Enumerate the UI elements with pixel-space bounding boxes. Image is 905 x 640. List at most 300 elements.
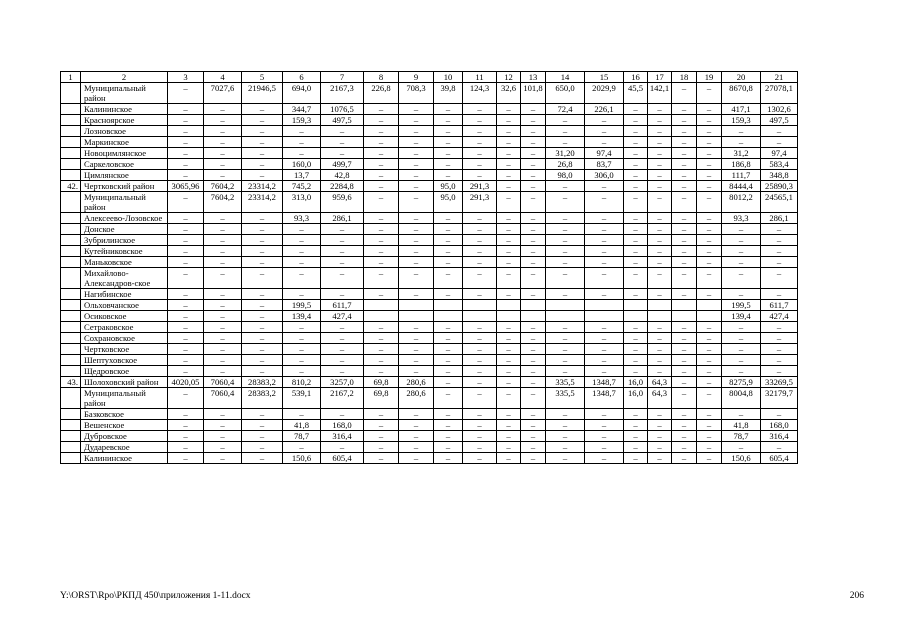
value-cell: – — [624, 126, 648, 137]
value-cell: – — [204, 333, 242, 344]
value-cell: – — [399, 246, 434, 257]
value-cell: – — [399, 181, 434, 192]
value-cell: – — [364, 344, 399, 355]
value-cell: – — [242, 137, 283, 148]
value-cell: – — [521, 431, 546, 442]
value-cell: – — [434, 409, 463, 420]
value-cell: – — [648, 289, 672, 300]
value-cell: – — [585, 442, 624, 453]
territory-name-cell: Саркеловское — [81, 159, 168, 170]
value-cell: – — [463, 246, 497, 257]
value-cell: – — [204, 104, 242, 115]
value-cell: – — [463, 453, 497, 464]
value-cell: – — [321, 148, 364, 159]
row-number-cell — [61, 115, 81, 126]
value-cell — [463, 300, 497, 311]
value-cell: – — [434, 246, 463, 257]
value-cell: 1348,7 — [585, 377, 624, 388]
value-cell: – — [242, 344, 283, 355]
value-cell: 583,4 — [761, 159, 798, 170]
value-cell: – — [497, 333, 521, 344]
value-cell: – — [434, 442, 463, 453]
value-cell: – — [364, 289, 399, 300]
value-cell: – — [364, 409, 399, 420]
table-row — [61, 442, 798, 453]
value-cell — [434, 300, 463, 311]
value-cell: – — [283, 246, 321, 257]
value-cell: – — [648, 213, 672, 224]
value-cell: – — [624, 170, 648, 181]
value-cell: – — [672, 268, 697, 289]
value-cell: 7604,2 — [204, 192, 242, 213]
value-cell: 1348,7 — [585, 388, 624, 409]
value-cell: – — [434, 224, 463, 235]
value-cell: – — [497, 235, 521, 246]
row-number-cell — [61, 257, 81, 268]
value-cell: – — [168, 300, 204, 311]
value-cell: – — [463, 377, 497, 388]
value-cell: – — [242, 159, 283, 170]
value-cell: – — [697, 377, 722, 388]
value-cell: 111,7 — [722, 170, 761, 181]
value-cell: – — [672, 246, 697, 257]
territory-name-cell: Зубрилинское — [81, 235, 168, 246]
value-cell: 124,3 — [463, 83, 497, 104]
value-cell: – — [521, 104, 546, 115]
value-cell: – — [399, 235, 434, 246]
value-cell: – — [546, 126, 585, 137]
value-cell: – — [697, 137, 722, 148]
value-cell: – — [168, 104, 204, 115]
value-cell: – — [168, 192, 204, 213]
value-cell: – — [321, 322, 364, 333]
value-cell: – — [697, 159, 722, 170]
value-cell: – — [624, 420, 648, 431]
row-number-cell — [61, 268, 81, 289]
value-cell: 21946,5 — [242, 83, 283, 104]
value-cell: – — [672, 83, 697, 104]
value-cell: – — [321, 442, 364, 453]
value-cell: – — [521, 137, 546, 148]
value-cell: – — [242, 235, 283, 246]
territory-name-cell: Маркинское — [81, 137, 168, 148]
value-cell: – — [521, 453, 546, 464]
value-cell: – — [168, 213, 204, 224]
value-cell: 3065,96 — [168, 181, 204, 192]
value-cell: – — [242, 409, 283, 420]
value-cell: 150,6 — [722, 453, 761, 464]
value-cell: – — [204, 115, 242, 126]
value-cell: – — [321, 246, 364, 257]
value-cell — [364, 300, 399, 311]
value-cell: – — [697, 104, 722, 115]
value-cell — [399, 300, 434, 311]
value-cell: – — [463, 126, 497, 137]
value-cell: – — [648, 137, 672, 148]
value-cell: – — [624, 257, 648, 268]
value-cell: – — [521, 420, 546, 431]
value-cell: 168,0 — [761, 420, 798, 431]
value-cell: – — [672, 224, 697, 235]
value-cell: 27078,1 — [761, 83, 798, 104]
value-cell: 539,1 — [283, 388, 321, 409]
value-cell: – — [204, 431, 242, 442]
value-cell: – — [624, 268, 648, 289]
value-cell: – — [585, 181, 624, 192]
value-cell: 611,7 — [321, 300, 364, 311]
value-cell: – — [399, 126, 434, 137]
value-cell: – — [434, 268, 463, 289]
value-cell: – — [168, 170, 204, 181]
value-cell: 335,5 — [546, 377, 585, 388]
value-cell: – — [321, 268, 364, 289]
value-cell: – — [672, 366, 697, 377]
value-cell: 26,8 — [546, 159, 585, 170]
value-cell: – — [546, 289, 585, 300]
row-number-cell — [61, 235, 81, 246]
territory-name-cell: Сохрановское — [81, 333, 168, 344]
row-number-cell — [61, 213, 81, 224]
value-cell — [546, 311, 585, 322]
territory-name-cell: Сетраковское — [81, 322, 168, 333]
value-cell: – — [521, 192, 546, 213]
row-number-cell — [61, 344, 81, 355]
value-cell: 42,8 — [321, 170, 364, 181]
value-cell: – — [283, 409, 321, 420]
value-cell: – — [521, 159, 546, 170]
value-cell: – — [585, 126, 624, 137]
value-cell: – — [463, 289, 497, 300]
value-cell: – — [624, 366, 648, 377]
table-row — [61, 224, 798, 235]
value-cell: 348,8 — [761, 170, 798, 181]
value-cell: – — [672, 453, 697, 464]
value-cell: – — [546, 420, 585, 431]
value-cell: – — [463, 115, 497, 126]
value-cell: 78,7 — [722, 431, 761, 442]
value-cell: – — [648, 409, 672, 420]
value-cell: – — [364, 431, 399, 442]
value-cell: – — [168, 83, 204, 104]
value-cell: – — [204, 289, 242, 300]
header-cell: 8 — [364, 72, 399, 83]
value-cell: 64,3 — [648, 388, 672, 409]
value-cell: – — [497, 213, 521, 224]
value-cell: – — [463, 366, 497, 377]
value-cell: 417,1 — [722, 104, 761, 115]
value-cell: – — [521, 224, 546, 235]
value-cell: – — [546, 442, 585, 453]
table-row — [61, 322, 798, 333]
value-cell: 150,6 — [283, 453, 321, 464]
value-cell: – — [624, 192, 648, 213]
value-cell: 497,5 — [321, 115, 364, 126]
value-cell: – — [364, 192, 399, 213]
value-cell — [648, 311, 672, 322]
value-cell: – — [204, 366, 242, 377]
value-cell: – — [761, 235, 798, 246]
value-cell: – — [283, 137, 321, 148]
value-cell: – — [521, 246, 546, 257]
value-cell: 13,7 — [283, 170, 321, 181]
territory-name-cell: Муниципальный район — [81, 388, 168, 409]
value-cell: 159,3 — [283, 115, 321, 126]
value-cell: – — [434, 148, 463, 159]
value-cell: – — [463, 137, 497, 148]
header-cell: 6 — [283, 72, 321, 83]
row-number-cell — [61, 442, 81, 453]
territory-name-cell: Донское — [81, 224, 168, 235]
value-cell: – — [242, 442, 283, 453]
value-cell: – — [364, 246, 399, 257]
value-cell: 28383,2 — [242, 388, 283, 409]
value-cell: – — [624, 322, 648, 333]
value-cell: – — [168, 268, 204, 289]
value-cell: 497,5 — [761, 115, 798, 126]
value-cell: – — [546, 235, 585, 246]
value-cell: – — [521, 148, 546, 159]
value-cell: – — [364, 355, 399, 366]
value-cell: – — [168, 344, 204, 355]
row-number-cell — [61, 355, 81, 366]
territory-name-cell: Лозновское — [81, 126, 168, 137]
value-cell: – — [697, 224, 722, 235]
value-cell: – — [585, 344, 624, 355]
value-cell: – — [364, 322, 399, 333]
value-cell: – — [434, 420, 463, 431]
value-cell: 199,5 — [283, 300, 321, 311]
value-cell: – — [648, 453, 672, 464]
value-cell: – — [463, 344, 497, 355]
value-cell: – — [648, 268, 672, 289]
table-row — [61, 83, 798, 104]
value-cell — [697, 300, 722, 311]
value-cell: – — [697, 388, 722, 409]
value-cell: – — [546, 115, 585, 126]
value-cell: – — [168, 224, 204, 235]
value-cell: 28383,2 — [242, 377, 283, 388]
value-cell: – — [463, 104, 497, 115]
value-cell: – — [399, 333, 434, 344]
value-cell: – — [204, 409, 242, 420]
value-cell: – — [168, 453, 204, 464]
territory-name-cell: Шептуховское — [81, 355, 168, 366]
value-cell: – — [497, 366, 521, 377]
value-cell: – — [672, 104, 697, 115]
value-cell: – — [204, 300, 242, 311]
value-cell: – — [585, 257, 624, 268]
value-cell: – — [168, 311, 204, 322]
value-cell: – — [585, 192, 624, 213]
territory-name-cell: Базковское — [81, 409, 168, 420]
row-number-cell: 43. — [61, 377, 81, 388]
row-number-cell — [61, 420, 81, 431]
table-row — [61, 344, 798, 355]
value-cell: 344,7 — [283, 104, 321, 115]
value-cell: – — [624, 104, 648, 115]
value-cell: – — [624, 333, 648, 344]
value-cell: – — [722, 355, 761, 366]
value-cell: – — [546, 213, 585, 224]
value-cell — [585, 311, 624, 322]
value-cell — [624, 300, 648, 311]
value-cell: – — [521, 235, 546, 246]
value-cell: 2167,2 — [321, 388, 364, 409]
value-cell: – — [546, 355, 585, 366]
value-cell: – — [321, 235, 364, 246]
value-cell: 97,4 — [585, 148, 624, 159]
value-cell: – — [242, 420, 283, 431]
value-cell: – — [648, 115, 672, 126]
value-cell: – — [761, 289, 798, 300]
value-cell: – — [672, 388, 697, 409]
value-cell: – — [204, 453, 242, 464]
footer-page-number: 206 — [849, 591, 864, 601]
value-cell: 316,4 — [321, 431, 364, 442]
value-cell: – — [521, 442, 546, 453]
value-cell: – — [497, 442, 521, 453]
table-row — [61, 289, 798, 300]
value-cell: – — [399, 453, 434, 464]
value-cell: – — [364, 333, 399, 344]
value-cell: – — [697, 235, 722, 246]
value-cell: 306,0 — [585, 170, 624, 181]
value-cell: 226,1 — [585, 104, 624, 115]
value-cell: – — [497, 431, 521, 442]
value-cell: – — [242, 268, 283, 289]
value-cell: – — [364, 213, 399, 224]
value-cell: 226,8 — [364, 83, 399, 104]
value-cell: – — [321, 224, 364, 235]
value-cell: – — [521, 115, 546, 126]
value-cell: – — [168, 442, 204, 453]
value-cell: – — [434, 126, 463, 137]
value-cell: – — [168, 322, 204, 333]
value-cell: – — [463, 409, 497, 420]
value-cell: – — [585, 366, 624, 377]
value-cell: – — [521, 388, 546, 409]
value-cell: 8444,4 — [722, 181, 761, 192]
territory-name-cell: Калининское — [81, 453, 168, 464]
value-cell: – — [697, 289, 722, 300]
value-cell: 97,4 — [761, 148, 798, 159]
value-cell: – — [364, 257, 399, 268]
row-number-cell — [61, 192, 81, 213]
value-cell: – — [497, 115, 521, 126]
value-cell: – — [624, 224, 648, 235]
value-cell: – — [283, 126, 321, 137]
value-cell: – — [624, 137, 648, 148]
value-cell: 160,0 — [283, 159, 321, 170]
value-cell: 159,3 — [722, 115, 761, 126]
value-cell: – — [434, 322, 463, 333]
value-cell: – — [399, 192, 434, 213]
value-cell: – — [204, 224, 242, 235]
value-cell: – — [434, 431, 463, 442]
value-cell: 41,8 — [283, 420, 321, 431]
value-cell: 93,3 — [283, 213, 321, 224]
value-cell: 139,4 — [283, 311, 321, 322]
value-cell: – — [624, 148, 648, 159]
value-cell: – — [648, 344, 672, 355]
value-cell: – — [434, 453, 463, 464]
value-cell: – — [672, 115, 697, 126]
value-cell: 335,5 — [546, 388, 585, 409]
table-row — [61, 104, 798, 115]
header-cell: 18 — [672, 72, 697, 83]
value-cell: – — [364, 224, 399, 235]
value-cell: – — [546, 322, 585, 333]
value-cell: – — [722, 366, 761, 377]
value-cell: – — [434, 115, 463, 126]
value-cell: – — [761, 268, 798, 289]
value-cell: – — [204, 137, 242, 148]
value-cell — [672, 311, 697, 322]
value-cell: – — [672, 355, 697, 366]
value-cell: – — [168, 235, 204, 246]
value-cell: – — [283, 289, 321, 300]
table-row — [61, 333, 798, 344]
value-cell: – — [399, 159, 434, 170]
value-cell: – — [672, 213, 697, 224]
value-cell: 745,2 — [283, 181, 321, 192]
value-cell — [497, 311, 521, 322]
value-cell: – — [168, 137, 204, 148]
value-cell: 286,1 — [761, 213, 798, 224]
value-cell: – — [497, 137, 521, 148]
value-cell: – — [434, 388, 463, 409]
row-number-cell — [61, 159, 81, 170]
value-cell: 41,8 — [722, 420, 761, 431]
row-number-cell — [61, 170, 81, 181]
value-cell: – — [399, 420, 434, 431]
value-cell: 499,7 — [321, 159, 364, 170]
value-cell: – — [242, 289, 283, 300]
value-cell: – — [697, 148, 722, 159]
header-cell: 9 — [399, 72, 434, 83]
value-cell: 64,3 — [648, 377, 672, 388]
table-row — [61, 246, 798, 257]
value-cell: – — [434, 159, 463, 170]
value-cell — [546, 300, 585, 311]
value-cell: – — [364, 453, 399, 464]
value-cell: – — [697, 431, 722, 442]
value-cell: 33269,5 — [761, 377, 798, 388]
value-cell: – — [434, 355, 463, 366]
value-cell — [521, 300, 546, 311]
header-cell: 2 — [81, 72, 168, 83]
value-cell — [434, 311, 463, 322]
value-cell: – — [364, 170, 399, 181]
table-row — [61, 431, 798, 442]
table-header-row — [61, 72, 798, 83]
row-number-cell — [61, 333, 81, 344]
value-cell: – — [463, 170, 497, 181]
value-cell: – — [521, 377, 546, 388]
value-cell: – — [697, 192, 722, 213]
territory-name-cell: Нагибинское — [81, 289, 168, 300]
value-cell: 23314,2 — [242, 192, 283, 213]
value-cell: – — [497, 181, 521, 192]
value-cell: – — [697, 442, 722, 453]
value-cell: – — [168, 431, 204, 442]
value-cell: – — [242, 333, 283, 344]
value-cell: – — [204, 148, 242, 159]
value-cell: 199,5 — [722, 300, 761, 311]
value-cell: – — [697, 126, 722, 137]
value-cell: – — [648, 181, 672, 192]
value-cell: – — [672, 137, 697, 148]
